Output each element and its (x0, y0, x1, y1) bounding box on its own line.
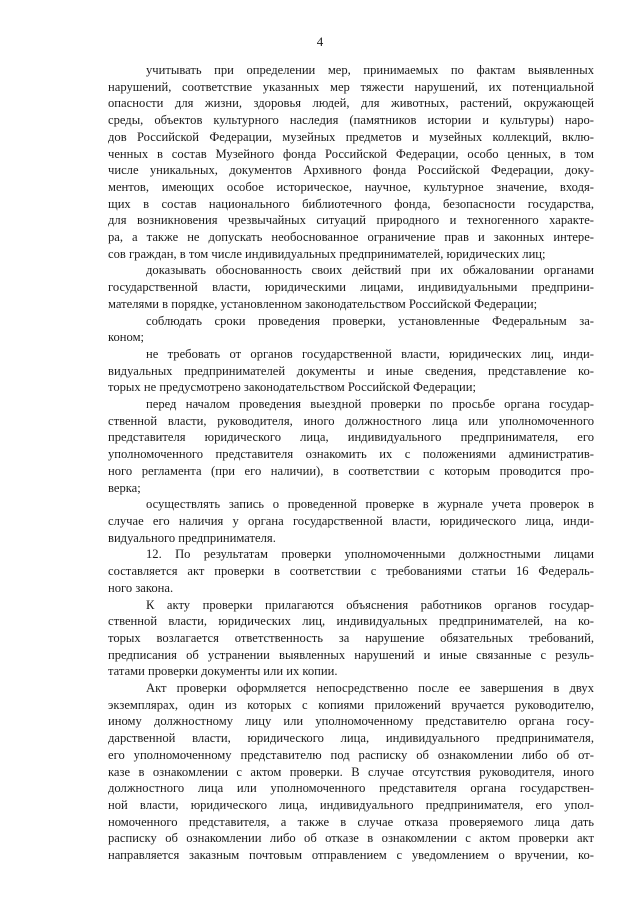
text-line: осуществлять запись о проведенной проверке в журнале учета проверок в (146, 497, 594, 512)
text-line: ного регламента (при его наличии), в соответствии с которым проводится про- (108, 463, 594, 478)
text-line: экземплярах, один из которых с копиями приложений вручается руководителю, (108, 697, 594, 712)
document-body (108, 62, 594, 864)
text-line: направляется заказным почтовым отправлением с уведомлением о вручении, ко- (108, 848, 594, 863)
text-line: доказывать обоснованность своих действий при их обжаловании органами (146, 263, 594, 278)
page-number: 4 (316, 34, 324, 49)
paragraph (108, 313, 594, 346)
paragraph (108, 346, 594, 396)
text-line: ной власти, юридического лица, индивидуального предпринимателя, его упол- (108, 797, 594, 812)
text-line: предписания об устранении выявленных нарушений и иные связанные с резуль- (108, 647, 594, 662)
text-line: дов Российской Федерации, музейных предметов и музейных коллекций, вклю- (108, 129, 594, 144)
text-line: К акту проверки прилагаются объяснения работников органов государ- (146, 597, 594, 612)
text-line: его уполномоченному представителю под расписку об ознакомлении либо об от- (108, 747, 594, 762)
text-line: составляется акт проверки в соответствии с требованиями статьи 16 Федераль- (108, 564, 594, 579)
text-line: расписку об ознакомлении либо об отказе в ознакомлении с актом проверки акт (108, 831, 594, 846)
text-line: государственной власти, юридическими лицами, индивидуальными предприни- (108, 280, 594, 295)
paragraph (108, 396, 594, 496)
text-line: не требовать от органов государственной власти, юридических лиц, инди- (146, 346, 594, 361)
text-line: соблюдать сроки проведения проверки, установленные Федеральным за- (146, 313, 594, 328)
text-line: перед началом проведения выездной проверки по просьбе органа государ- (146, 397, 594, 412)
text-line: ственной власти, юридических лиц, индивидуальных предпринимателей, на ко- (108, 614, 594, 629)
text-line: торых возлагается ответственность за нарушение обязательных требований, (108, 630, 594, 645)
text-line: Акт проверки оформляется непосредственно после ее завершения в двух (146, 681, 594, 696)
paragraph (108, 597, 594, 681)
text-line: казе в ознакомлении с актом проверки. В случае отсутствия руководителя, иного (108, 764, 594, 779)
paragraph (108, 496, 594, 546)
text-line: ственной власти, руководителя, иного должностного лица или уполномоченного (108, 413, 594, 428)
paragraph (108, 262, 594, 312)
text-line: ченных в состав Музейного фонда Российской Федерации, особо ценных, в том (108, 146, 594, 161)
text-line: учитывать при определении мер, принимаемых по фактам выявленных (146, 63, 594, 77)
text-line: мателями в порядке, установленном законодательством Российской Федерации; (108, 296, 538, 311)
text-line: иному должностному лицу или уполномоченному представителю органа госу- (108, 714, 594, 729)
text-line: ра, а также не допускать необоснованное ограничение прав и законных интере- (108, 230, 594, 245)
text-line: дарственной власти, юридического лица, индивидуального предпринимателя, (108, 731, 594, 746)
text-line: опасности для жизни, здоровья людей, для животных, растений, окружающей (108, 96, 594, 111)
text-line: числе уникальных, документов Архивного фонда Российской Федерации, доку- (108, 163, 594, 178)
text-line: 12. По результатам проверки уполномоченными должностными лицами (146, 547, 594, 562)
paragraph (108, 62, 594, 262)
text-line: коном; (108, 330, 145, 345)
text-line: верка; (108, 480, 141, 495)
text-line: номоченного представителя, а также в случае отказа проверяемого лица дать (108, 814, 594, 829)
text-line: щих в состав национального библиотечного фонда, безопасности государства, (108, 196, 594, 211)
text-line: ментов, имеющих особое историческое, научное, культурное значение, входя- (108, 179, 594, 194)
text-line: случае его наличия у органа государственной власти, юридического лица, инди- (108, 513, 594, 528)
text-line: уполномоченного представителя ознакомить их с положениями административ- (108, 447, 594, 462)
text-line: для возникновения чрезвычайных ситуаций природного и техногенного характе- (108, 213, 594, 228)
paragraph (108, 680, 594, 864)
text-line: среды, объектов культурного наследия (памятников истории и культуры) наро- (108, 113, 594, 128)
text-line: видуальных предпринимателей документы и иные сведения, представление ко- (108, 363, 594, 378)
text-line: представителя юридического лица, индивидуального предпринимателя, его (108, 430, 594, 445)
text-line: сов граждан, в том числе индивидуальных предпринимателей, юридических лиц; (108, 246, 546, 261)
text-line: видуального предпринимателя. (108, 530, 276, 545)
paragraph (108, 546, 594, 596)
text-line: должностного лица или уполномоченного представителя органа государствен- (108, 781, 594, 796)
text-line: нарушений, соответствие указанных мер тяжести нарушений, их потенциальной (108, 79, 594, 94)
text-line: торых не предусмотрено законодательством Российской Федерации; (108, 380, 477, 395)
text-line: татами проверки документы или их копии. (108, 664, 338, 679)
text-line: ного закона. (108, 580, 174, 595)
